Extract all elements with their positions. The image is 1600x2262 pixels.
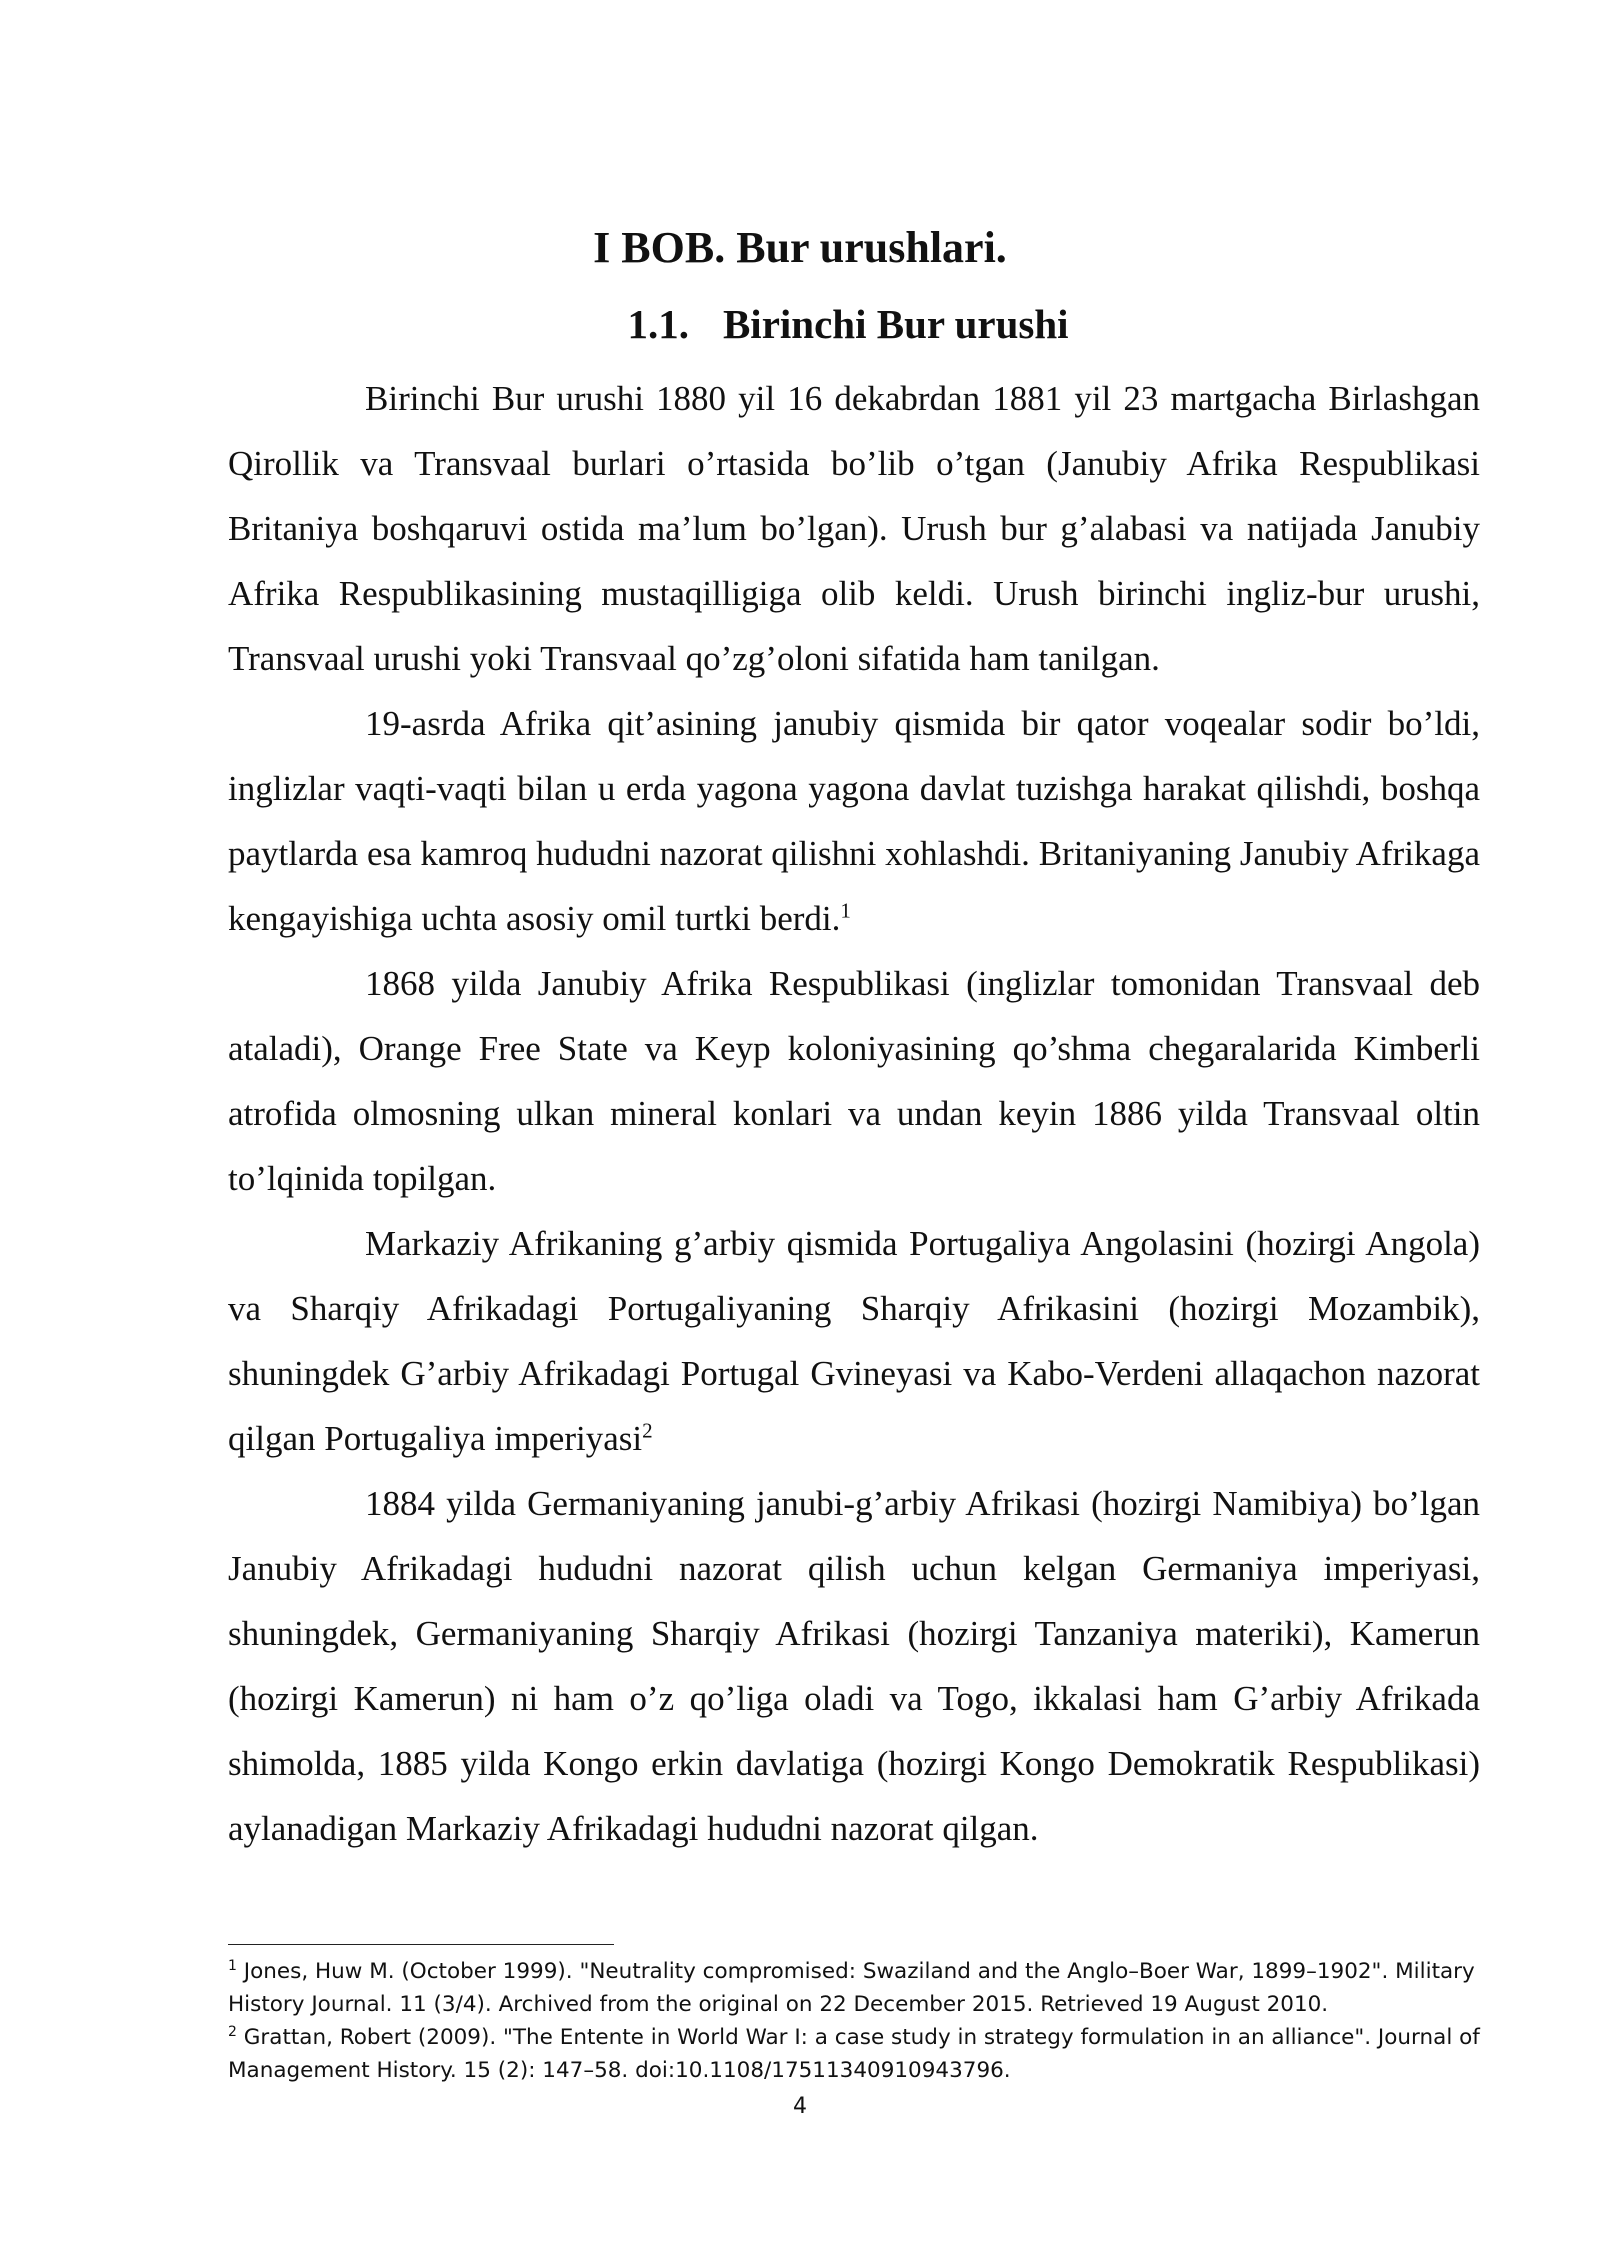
footnote-mark: 1 bbox=[228, 1957, 237, 1974]
footnote bbox=[228, 1955, 1480, 2021]
section-number: 1.1. bbox=[627, 301, 689, 347]
page-number: 4 bbox=[793, 2094, 807, 2119]
paragraph-text: 1868 yilda Janubiy Afrika Respublikasi (inglizlar tomonidan Transvaal deb ataladi), Orange Free State va Keyp koloniyasining qo’shma chegaralarida Kimberli atrofida olmosning ulkan mineral konlari va undan keyin 1886 yilda Transvaal oltin to’lqinida topilgan. bbox=[228, 964, 1480, 1198]
paragraph-text: Birinchi Bur urushi 1880 yil 16 dekabrdan 1881 yil 23 martgacha Birlashgan Qirollik va Transvaal burlari o’rtasida bo’lib o’tgan (Janubiy Afrika Respublikasi Britaniya boshqaruvi ostida ma’lum bo’lgan). Urush bur g’alabasi va natijada Janubiy Afrika Respublikasining mustaqilligiga olib keldi. Urush birinchi ingliz-bur urushi, Transvaal urushi yoki Transvaal qo’zg’oloni sifatida ham tanilgan. bbox=[228, 379, 1480, 678]
footnote-reference[interactable]: 1 bbox=[840, 898, 851, 923]
paragraph-text: Markaziy Afrikaning g’arbiy qismida Portugaliya Angolasini (hozirgi Angola) va Sharqiy Afrikadagi Portugaliyaning Sharqiy Afrikasini (hozirgi Mozambik), shuningdek G’arbiy Afrikadagi Portugal Gvineyasi va Kabo-Verdeni allaqachon nazorat qilgan Portugaliya imperiyasi bbox=[228, 1224, 1480, 1458]
section-heading bbox=[0, 296, 1600, 352]
footnote-separator bbox=[228, 1944, 614, 1945]
footnote-mark: 2 bbox=[228, 2023, 237, 2040]
chapter-title: I BOB. Bur urushlari. bbox=[593, 223, 1007, 272]
paragraph bbox=[228, 691, 1480, 951]
paragraph bbox=[228, 951, 1480, 1211]
footnote bbox=[228, 2021, 1480, 2087]
paragraph-text: 19-asrda Afrika qit’asining janubiy qismida bir qator voqealar sodir bo’ldi, inglizlar vaqti-vaqti bilan u erda yagona yagona davlat tuzishga harakat qilishdi, boshqa paytlarda esa kamroq hududni nazorat qilishni xohlashdi. Britaniyaning Janubiy Afrikaga kengayishiga uchta asosiy omil turtki berdi. bbox=[228, 704, 1480, 938]
footnote-text: Grattan, Robert (2009). "The Entente in World War I: a case study in strategy formulation in an alliance". Journal of Management History. 15 (2): 147–58. doi:10.1108/17511340910943796. bbox=[228, 2025, 1480, 2083]
footnote-reference[interactable]: 2 bbox=[642, 1418, 653, 1443]
section-title: Birinchi Bur urushi bbox=[722, 301, 1069, 347]
body-text bbox=[228, 366, 1480, 1861]
footnote-text: Jones, Huw M. (October 1999). "Neutrality compromised: Swaziland and the Anglo–Boer War, 1899–1902". Military History Journal. 11 (3/4). Archived from the original on 22 December 2015. Retrieved 19 August 2010. bbox=[228, 1959, 1475, 2017]
paragraph bbox=[228, 366, 1480, 691]
paragraph bbox=[228, 1471, 1480, 1861]
paragraph bbox=[228, 1211, 1480, 1471]
footnotes bbox=[228, 1955, 1480, 2087]
paragraph-text: 1884 yilda Germaniyaning janubi-g’arbiy Afrikasi (hozirgi Namibiya) bo’lgan Janubiy Afrikadagi hududni nazorat qilish uchun kelgan Germaniya imperiyasi, shuningdek, Germaniyaning Sharqiy Afrikasi (hozirgi Tanzaniya materiki), Kamerun (hozirgi Kamerun) ni ham o’z qo’liga oladi va Togo, ikkalasi ham G’arbiy Afrikada shimolda, 1885 yilda Kongo erkin davlatiga (hozirgi Kongo Demokratik Respublikasi) aylanadigan Markaziy Afrikadagi hududni nazorat qilgan. bbox=[228, 1484, 1480, 1848]
